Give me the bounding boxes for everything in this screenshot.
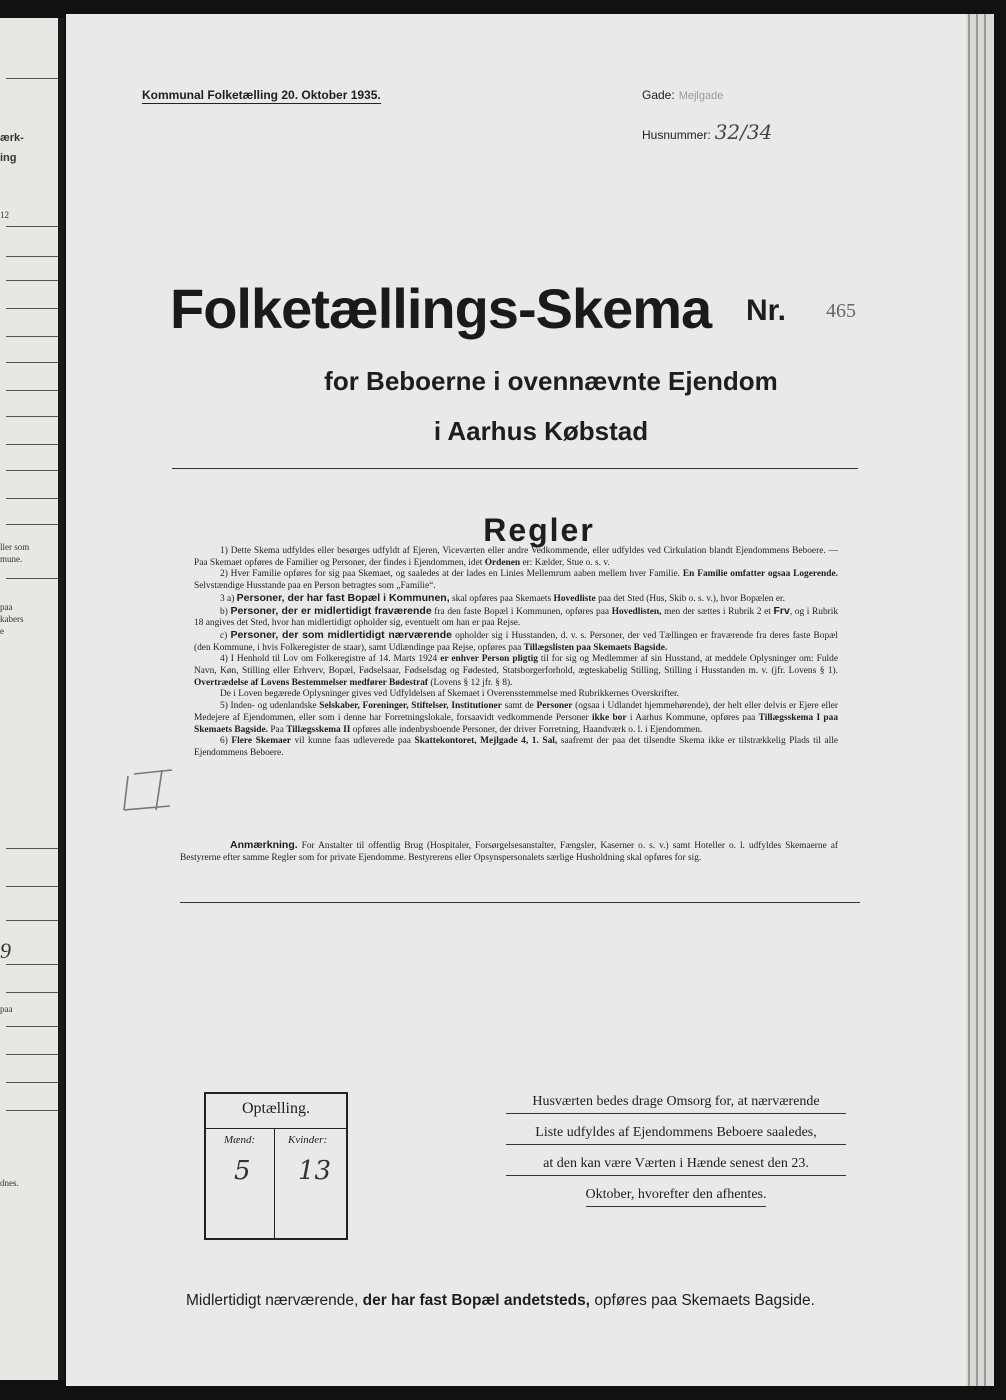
page-fragment: e xyxy=(0,626,4,636)
ruled-line xyxy=(6,992,58,993)
divider xyxy=(180,902,860,903)
notice-line: Husværten bedes drage Omsorg for, at nærværende xyxy=(506,1094,846,1114)
men-label: Mænd: xyxy=(224,1134,256,1146)
rules-heading: Regler xyxy=(483,512,595,548)
house-number-field xyxy=(642,120,772,144)
house-number-value: 32/34 xyxy=(714,120,773,144)
rule-4b: De i Loven begærede Oplysninger gives ved Udfyldelsen af Skemaet i Overensstemmelse med Rubrikkernes Overskrifter. xyxy=(220,689,679,700)
page-fragment: ing xyxy=(0,152,17,164)
ruled-line xyxy=(6,498,58,499)
page-fragment: mune. xyxy=(0,554,23,564)
handwritten-tick-mark xyxy=(120,766,176,816)
ruled-line xyxy=(6,1054,58,1055)
remark-label: Anmærkning. xyxy=(230,839,298,851)
footer-note: Midlertidigt nærværende, der har fast Bopæl andetsteds, opføres paa Skemaets Bagside. xyxy=(186,1292,815,1309)
remark xyxy=(180,840,838,864)
census-header: Kommunal Folketælling 20. Oktober 1935. xyxy=(142,88,381,102)
form-title: Folketællings-Skema xyxy=(170,277,712,340)
street-label: Gade: xyxy=(642,88,675,102)
subtitle-residents: for Beboerne i ovennævnte Ejendom xyxy=(324,366,778,396)
ruled-line xyxy=(6,1110,58,1111)
count-box xyxy=(204,1092,348,1240)
landlord-notice xyxy=(506,1094,846,1218)
rule-3b: b) Personer, der er midlertidigt fraværende fra den faste Bopæl i Kommunen, opføres paa Hovedlisten, men der sættes i Rubrik 2 et Frv, og i Rubrik 18 angives det Sted, hvor han midlertidigt opholder sig, eventuelt om han er paa Rejse. xyxy=(194,604,839,629)
notice-line: Oktober, hvorefter den afhentes. xyxy=(586,1187,767,1207)
rule-3c: c) Personer, der som midlertidigt nærværende opholder sig i Husstanden, d. v. s. Personer, der ved Tællingen er fraværende fra deres faste Bopæl (den Kommune, i hvis Folkeregister de staar), samt Udlændinge paa Rejse, opføres paa Tillægslisten paa Skemaets Bagside. xyxy=(194,628,839,653)
ruled-line xyxy=(6,886,58,887)
street-field xyxy=(642,86,723,104)
street-value: Mejlgade xyxy=(678,90,724,102)
page-fragment: kabers xyxy=(0,614,24,624)
rule-1: 1) Dette Skema udfyldes eller besørges udfyldt af Ejeren, Viceværten eller andre Vedkommende, eller udfyldes ved Cirkulation blandt Ejendommens Beboere. — Paa Skemaet opføres de Familier og Personer, der findes i Ejendommen, idet Ordenen er: Kælder, Stue o. s. v. xyxy=(194,546,838,568)
divider xyxy=(172,468,858,469)
page-fragment: paa xyxy=(0,1004,13,1014)
notice-line: at den kan være Værten i Hænde senest den 23. xyxy=(506,1156,846,1176)
ruled-line xyxy=(6,848,58,849)
ruled-line xyxy=(6,1082,58,1083)
form-number: 465 xyxy=(826,300,856,322)
subtitle-town: i Aarhus Købstad xyxy=(433,416,649,446)
page-fragment: ærk- xyxy=(0,132,24,144)
ruled-line xyxy=(6,524,58,525)
rule-3a: 3 a) Personer, der har fast Bopæl i Kommunen, skal opføres paa Skemaets Hovedliste paa det Sted (Hus, Skib o. s. v.), hvor Bopælen er. xyxy=(220,591,785,604)
ruled-line xyxy=(6,444,58,445)
count-box-title: Optælling. xyxy=(241,1100,310,1117)
house-number-label: Husnummer: xyxy=(642,128,711,142)
ruled-line xyxy=(6,390,58,391)
ruled-line xyxy=(6,920,58,921)
rule-6: 6) Flere Skemaer vil kunne faas udleverede paa Skattekontoret, Mejlgade 4, 1. Sal, saafremt der paa det tilsendte Skema ikke er tilstrækkelig Plads til alle Ejendommens Beboere. xyxy=(194,736,839,758)
rule-5: 5) Inden- og udenlandske Selskaber, Foreninger, Stiftelser, Institutioner samt de Personer (ogsaa i Udlandet hjemmehørende), der helt eller delvis er Ejere eller Medejere af Ejendommen, eller som i denne har Forretningslokale, forsaavidt vedkommende Personer ikke bor i Aarhus Kommune, opføres paa Tillægsskema I paa Skemaets Bagside. Paa Tillægsskema II opføres alle indenbysboende Personer, der driver Forretning, Haandværk o. l. i Ejendommen. xyxy=(194,701,839,735)
rule-4: 4) I Henhold til Lov om Folkeregistre af 14. Marts 1924 er enhver Person pligtig til for sig og Medlemmer af sin Husstand, at meddele Oplysninger om: Fulde Navn, Køn, Stilling eller Erhverv, Bopæl, Fødselsaar, Fødselsdag og Fødested, Statsborgerforhold, ægteskabelig Stilling, Stilling i Husstanden m. v. (jfr. Lovens § 1). Overtrædelse af Lovens Bestemmelser medfører Bødestraf (Lovens § 12 jfr. § 8). xyxy=(194,654,839,688)
ruled-line xyxy=(6,1026,58,1027)
ruled-line xyxy=(6,280,58,281)
ruled-line xyxy=(6,362,58,363)
women-label: Kvinder: xyxy=(288,1134,328,1146)
men-count: 5 xyxy=(234,1156,251,1186)
page-fragment: paa xyxy=(0,602,13,612)
rule-2: 2) Hver Familie opføres for sig paa Skemaet, og saaledes at der lades en Linies Mellemrum aaben mellem hver Familie. En Familie omfatter ogsaa Logerende. Selvstændige Husstande paa en Person betragtes som „Familie“. xyxy=(194,569,838,592)
ruled-line xyxy=(6,308,58,309)
census-form-page xyxy=(66,14,966,1386)
rules-text xyxy=(194,546,838,760)
ruled-line xyxy=(6,256,58,257)
ruled-line xyxy=(6,416,58,417)
remark-text: For Anstalter til offentlig Brug (Hospitaler, Forsørgelsesanstalter, Fængsler, Kaserner o. s. v.) samt Hoteller o. l. udfyldes Skemaerne af Bestyrerne efter samme Regler som for private Ejendomme. Bestyrerens eller Opsynspersonalets særlige Husholdning skal opføres for sig. xyxy=(180,841,839,863)
page-fragment: dnes. xyxy=(0,1178,19,1188)
ruled-line xyxy=(6,226,58,227)
page-fragment: 9 xyxy=(0,938,11,963)
ruled-line xyxy=(6,578,58,579)
ruled-line xyxy=(6,964,58,965)
women-count: 13 xyxy=(298,1156,332,1186)
notice-line: Liste udfyldes af Ejendommens Beboere saaledes, xyxy=(506,1125,846,1145)
ruled-line xyxy=(6,78,58,79)
number-label: Nr. xyxy=(746,294,787,327)
ruled-line xyxy=(6,336,58,337)
page-fragment: ller som xyxy=(0,542,30,552)
ruled-line xyxy=(6,470,58,471)
page-fragment: 12 xyxy=(0,210,9,220)
left-facing-page xyxy=(0,18,64,1380)
